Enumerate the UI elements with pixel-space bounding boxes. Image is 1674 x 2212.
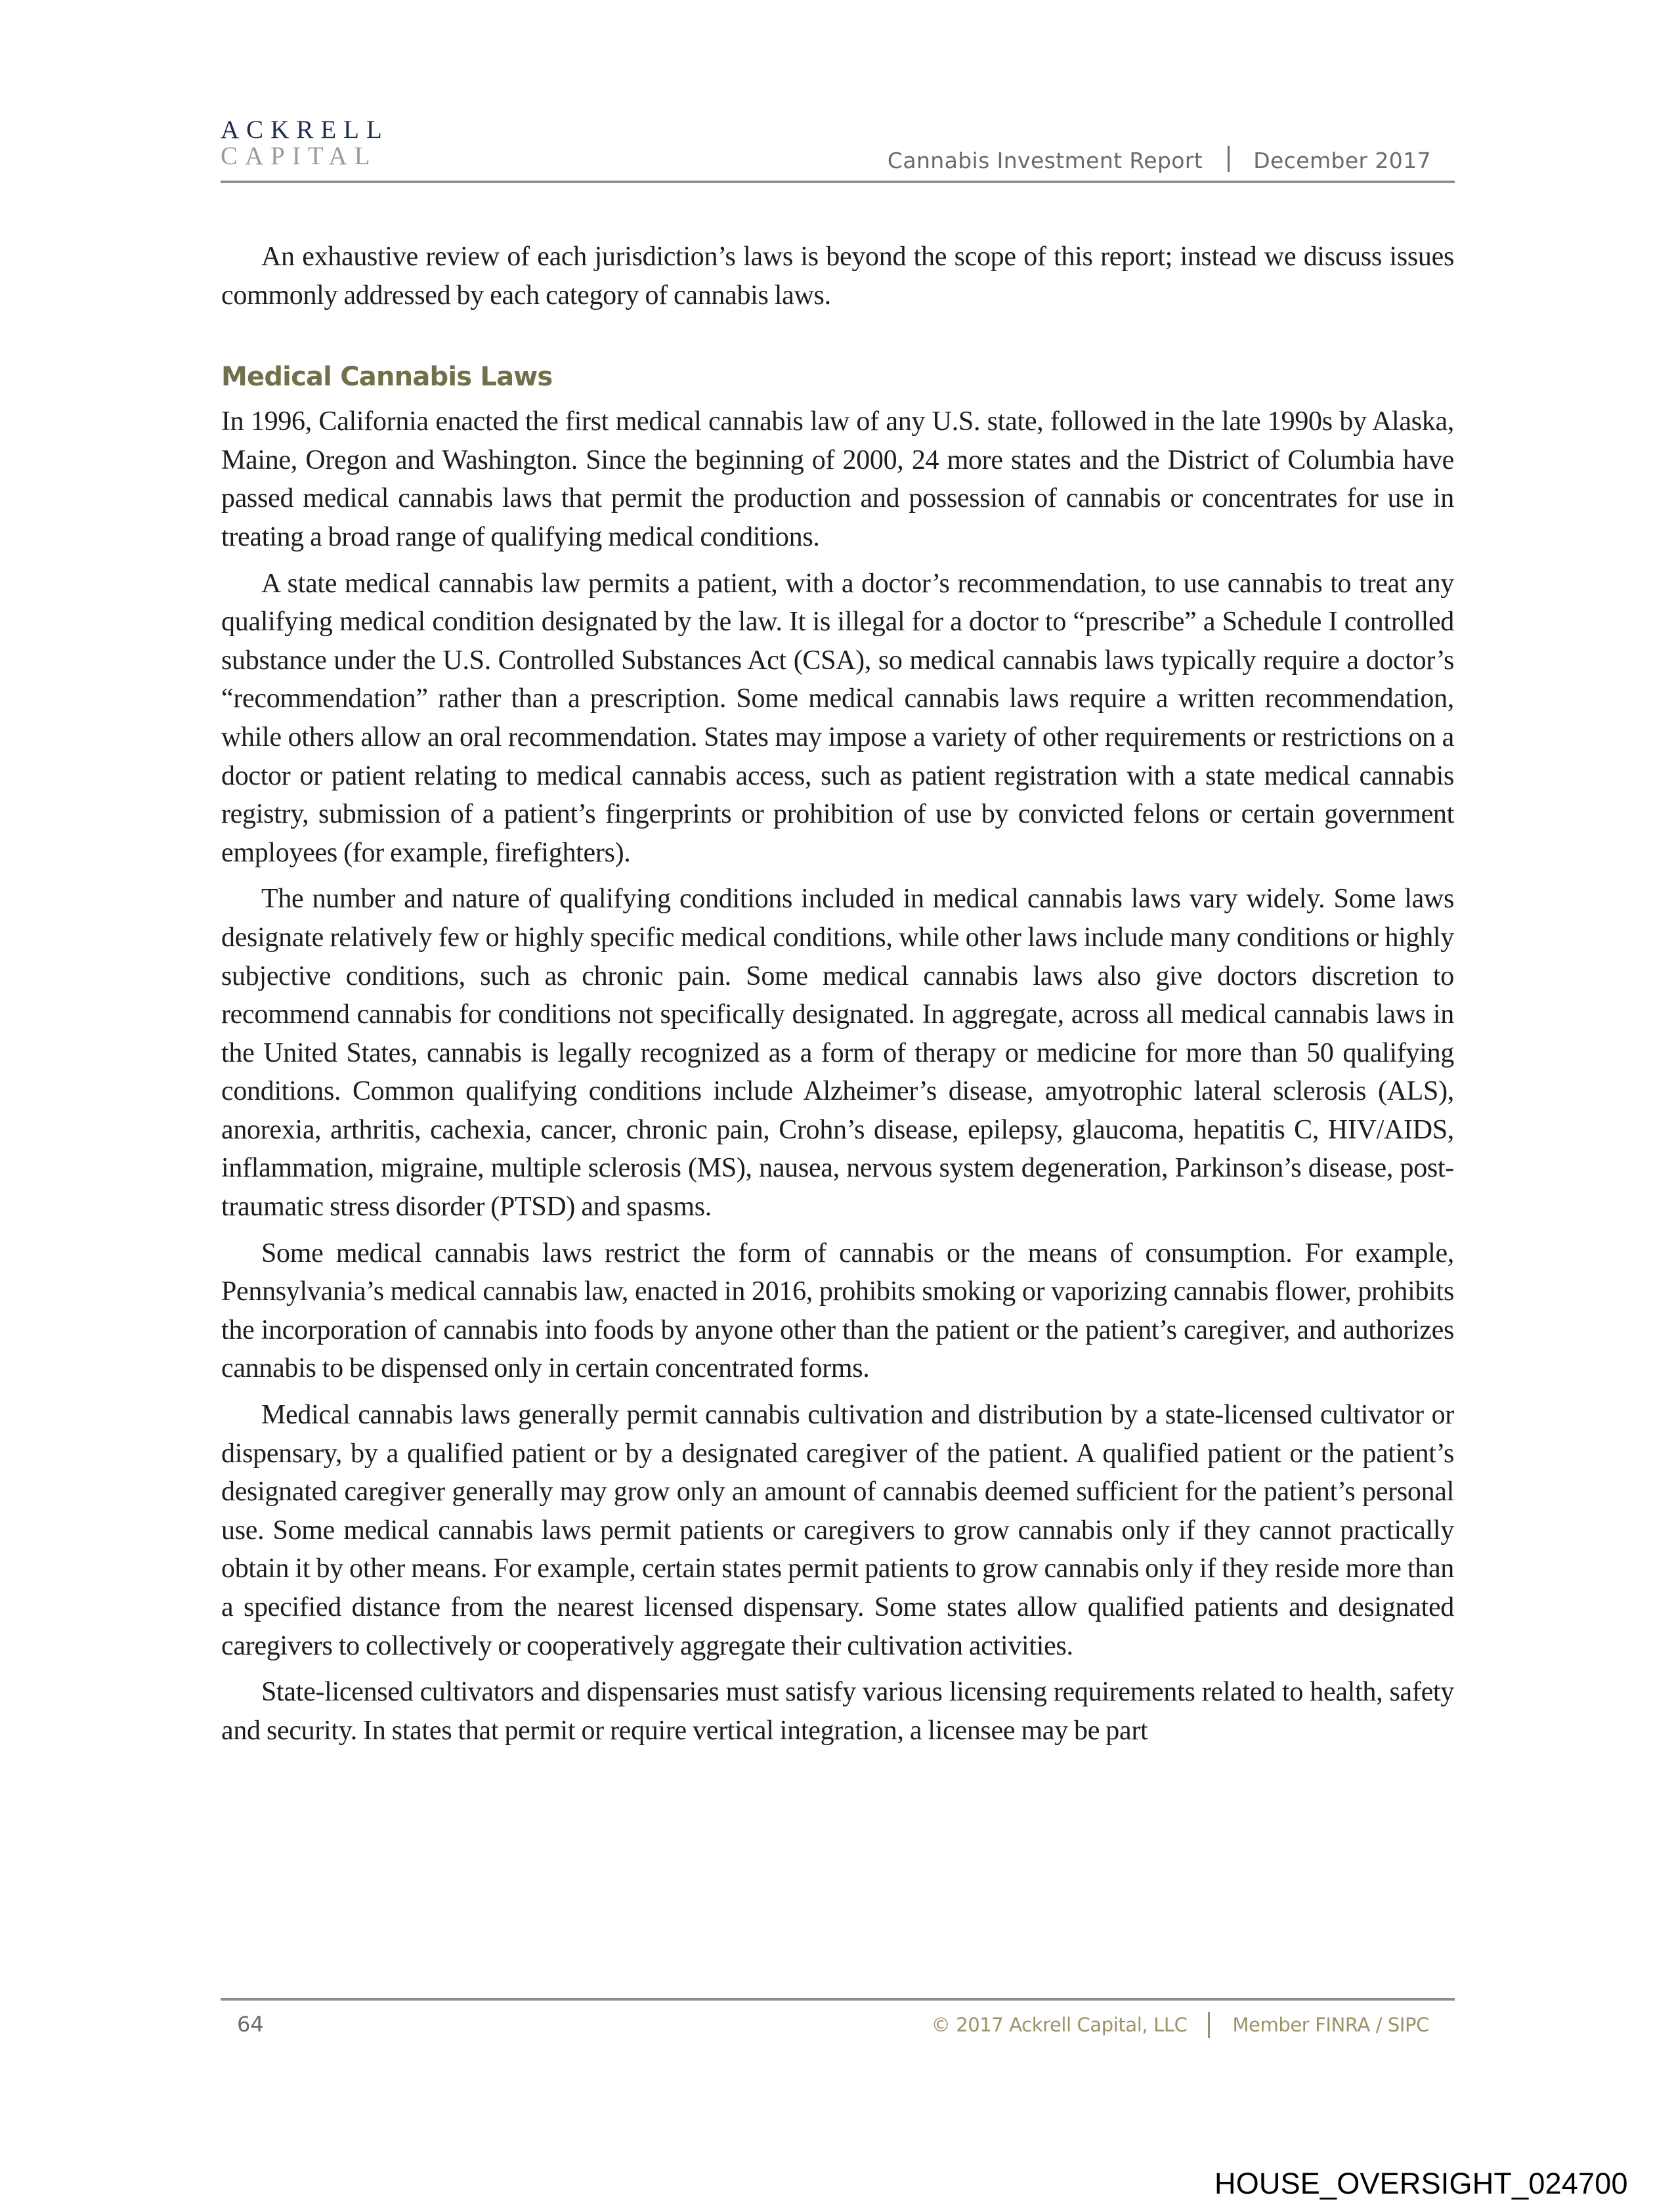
body-paragraph: Some medical cannabis laws restrict the form of cannabis or the means of consumption. For example, Pennsylvania’s medical cannabis law, enacted in 2016, prohibits smoking or vaporizing cannabis flower, prohibits the incorporation of cannabis into foods by anyone other than the patient or the patient’s caregiver, and authorizes cannabis to be dispensed only in certain concentrated forms. [221,1238,1454,1384]
logo-ackrell: ACKRELL [221,116,389,144]
report-title: Cannabis Investment Report [887,148,1203,173]
body-paragraph: A state medical cannabis law permits a patient, with a doctor’s recommendation, to use cannabis to treat any qualifying medical condition designated by the law. It is illegal for a doctor to “prescribe” a Schedule I controlled substance under the U.S. Controlled Substances Act (CSA), so medical cannabis laws typically require a doctor’s “recommendation” rather than a prescription. Some medical cannabis laws require a written recommendation, while others allow an oral recommendation. States may impose a variety of other requirements or restrictions on a doctor or patient relating to medical cannabis access, such as patient registration with a state medical cannabis registry, submission of a patient’s fingerprints or prohibition of use by convicted felons or certain government employees (for example, firefighters). [221,568,1454,868]
running-header [853,146,1431,173]
section-heading: Medical Cannabis Laws [221,362,553,393]
body-paragraph: The number and nature of qualifying conditions included in medical cannabis laws vary widely. Some laws designate relatively few or highly specific medical conditions, while other laws include many conditions or highly subjective conditions, such as chronic pain. Some medical cannabis laws also give doctors discretion to recommend cannabis for conditions not specifically designated. In aggregate, across all medical cannabis laws in the United States, cannabis is legally recognized as a form of therapy or medicine for more than 50 qualifying conditions. Common qualifying conditions include Alzheimer’s disease, amyotrophic lateral sclerosis (ALS), anorexia, arthritis, cachexia, cancer, chronic pain, Crohn’s disease, epilepsy, glaucoma, hepatitis C, HIV/AIDS, inflammation, migraine, multiple sclerosis (MS), nausea, nervous system degeneration, Parkinson’s disease, post-traumatic stress disorder (PTSD) and spasms. [221,884,1454,1223]
header-divider [1228,146,1230,172]
footer-rule [221,1998,1455,2001]
body-paragraph: Medical cannabis laws generally permit cannabis cultivation and distribution by a state-licensed cultivator or dispensary, by a qualified patient or by a designated caregiver of the patient. A qualified patient or the patient’s designated caregiver generally may grow only an amount of cannabis deemed sufficient for the patient’s personal use. Some medical cannabis laws permit patients or caregivers to grow cannabis only if they cannot practically obtain it by other means. For example, certain states permit patients to grow cannabis only if they reside more than a specified distance from the nearest licensed dispensary. Some states allow qualified patients and designated caregivers to collectively or cooperatively aggregate their cultivation activities. [221,1400,1454,1661]
footer-legal [853,2012,1429,2038]
company-logo [221,117,389,169]
page-body [221,238,1454,1750]
body-paragraph: State-licensed cultivators and dispensaries must satisfy various licensing requirements related to health, safety and security. In states that permit or require vertical integration, a licensee may be part [221,1677,1454,1746]
body-paragraph: In 1996, California enacted the first medical cannabis law of any U.S. state, followed in the late 1990s by Alaska, Maine, Oregon and Washington. Since the beginning of 2000, 24 more states and the District of Columbia have passed medical cannabis laws that permit the production and possession of cannabis or concentrates for use in treating a broad range of qualifying medical conditions. [221,406,1454,552]
intro-paragraph: An exhaustive review of each jurisdiction’s laws is beyond the scope of this report; instead we discuss issues commonly addressed by each category of cannabis laws. [221,242,1454,311]
copyright-notice: © 2017 Ackrell Capital, LLC [931,2014,1188,2036]
report-date: December 2017 [1253,148,1431,173]
membership-notice: Member FINRA / SIPC [1232,2014,1429,2036]
bates-stamp: HOUSE_OVERSIGHT_024700 [1214,2167,1628,2200]
footer-divider [1208,2012,1210,2038]
header-rule [221,181,1455,183]
logo-capital: CAPITAL [221,142,377,170]
page-number: 64 [237,2012,264,2037]
